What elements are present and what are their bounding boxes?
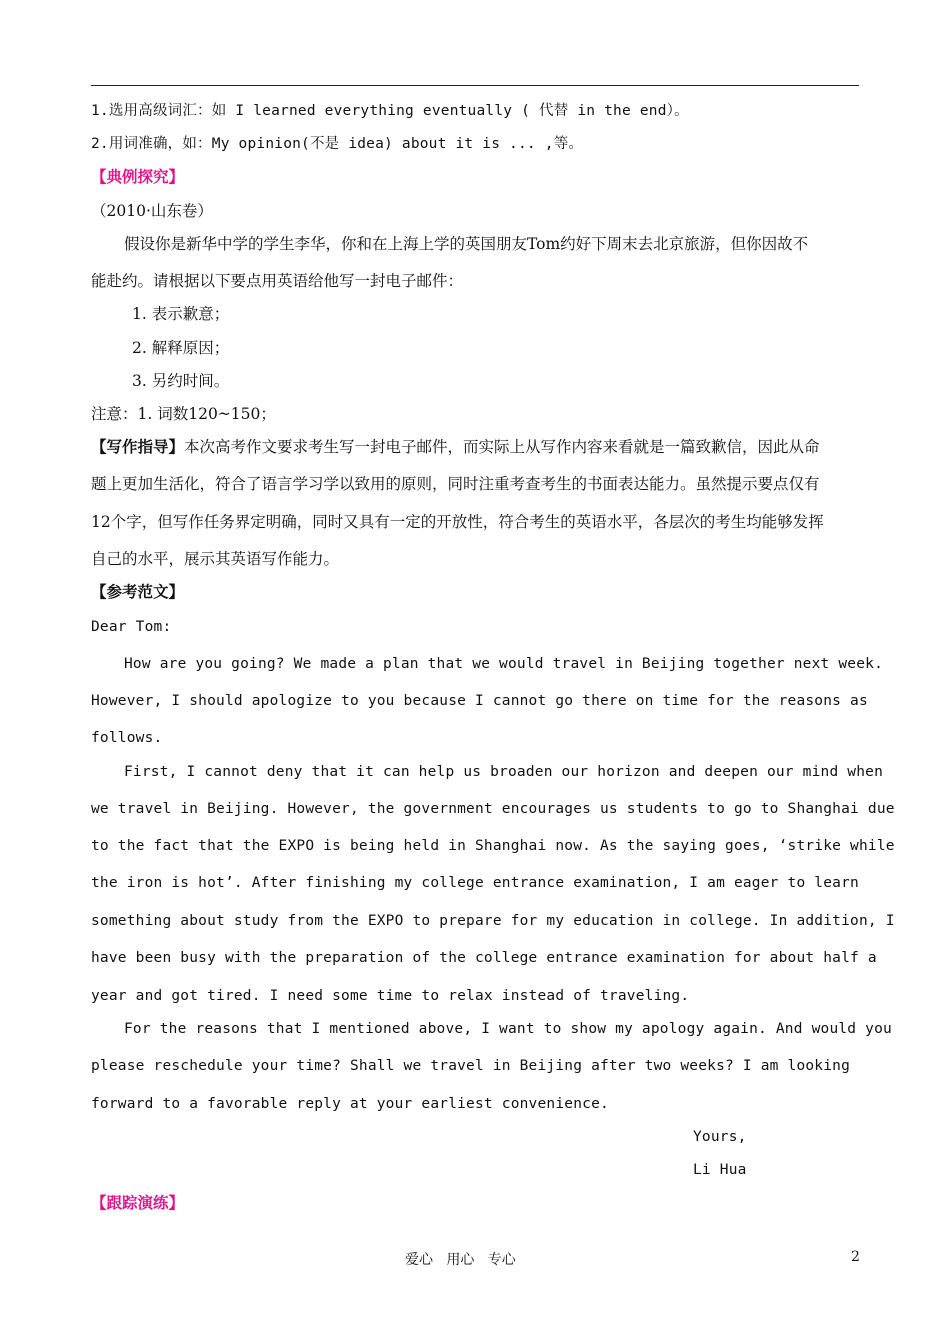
footer-motto: 爱心 用心 专心 — [405, 1252, 516, 1268]
prompt-point: 2. 解释原因； — [132, 339, 230, 357]
letter-line: something about study from the EXPO to prepare for my education in college. In addition, I — [91, 913, 895, 929]
example-heading: 【典例探究】 — [91, 167, 185, 186]
letter-line: How are you going? We made a plan that we would travel in Beijing together next week. — [124, 656, 884, 672]
letter-line: to the fact that the EXPO is being held in Shanghai now. As the saying goes, ‘strike while — [91, 838, 895, 854]
tip-advanced-vocabulary: 1.选用高级词汇：如 I learned everything eventually ( 代替 in the end）。 — [91, 103, 689, 119]
guidance-line: 12个字，但写作任务界定明确，同时又具有一定的开放性，符合考生的英语水平，各层次的考生均能够发挥 — [91, 513, 824, 531]
page-number: 2 — [851, 1249, 860, 1265]
letter-signature: Li Hua — [693, 1162, 747, 1178]
header-rule — [91, 85, 859, 86]
guidance-label: 【写作指导】 — [91, 437, 185, 456]
practice-heading: 【跟踪演练】 — [91, 1193, 185, 1212]
prompt-line: 能赴约。请根据以下要点用英语给他写一封电子邮件： — [91, 272, 464, 290]
prompt-line: 假设你是新华中学的学生李华，你和在上海上学的英国朋友Tom约好下周末去北京旅游，但你因故不 — [124, 235, 809, 253]
sample-heading: 【参考范文】 — [91, 582, 185, 601]
letter-line: forward to a favorable reply at your earliest convenience. — [91, 1096, 609, 1112]
letter-line: have been busy with the preparation of the college entrance examination for about half a — [91, 950, 877, 966]
letter-line: year and got tired. I need some time to relax instead of traveling. — [91, 988, 690, 1004]
exam-source: （2010·山东卷） — [91, 202, 213, 220]
prompt-point: 1. 表示歉意； — [132, 305, 230, 323]
letter-line: First, I cannot deny that it can help us broaden our horizon and deepen our mind when — [124, 764, 884, 780]
guidance-line — [91, 437, 820, 457]
letter-line: we travel in Beijing. However, the government encourages us students to go to Shanghai due — [91, 801, 895, 817]
letter-line: the iron is hot’. After finishing my college entrance examination, I am eager to learn — [91, 875, 859, 891]
letter-line: However, I should apologize to you because I cannot go there on time for the reasons as — [91, 693, 868, 709]
guidance-line: 题上更加生活化，符合了语言学习学以致用的原则，同时注重考查考生的书面表达能力。虽然提示要点仅有 — [91, 475, 820, 493]
letter-greeting: Dear Tom: — [91, 619, 172, 635]
prompt-note: 注意：1. 词数120~150； — [91, 405, 276, 423]
tip-accurate-wording: 2.用词准确，如：My opinion(不是 idea) about it is ... ,等。 — [91, 136, 584, 152]
letter-line: follows. — [91, 730, 163, 746]
prompt-point: 3. 另约时间。 — [132, 372, 230, 390]
letter-line: please reschedule your time? Shall we travel in Beijing after two weeks? I am looking — [91, 1058, 851, 1074]
guidance-text: 本次高考作文要求考生写一封电子邮件，而实际上从写作内容来看就是一篇致歉信，因此从命 — [184, 438, 820, 456]
letter-closing: Yours, — [693, 1129, 747, 1145]
guidance-line: 自己的水平，展示其英语写作能力。 — [91, 550, 340, 568]
letter-line: For the reasons that I mentioned above, I want to show my apology again. And would you — [124, 1021, 892, 1037]
